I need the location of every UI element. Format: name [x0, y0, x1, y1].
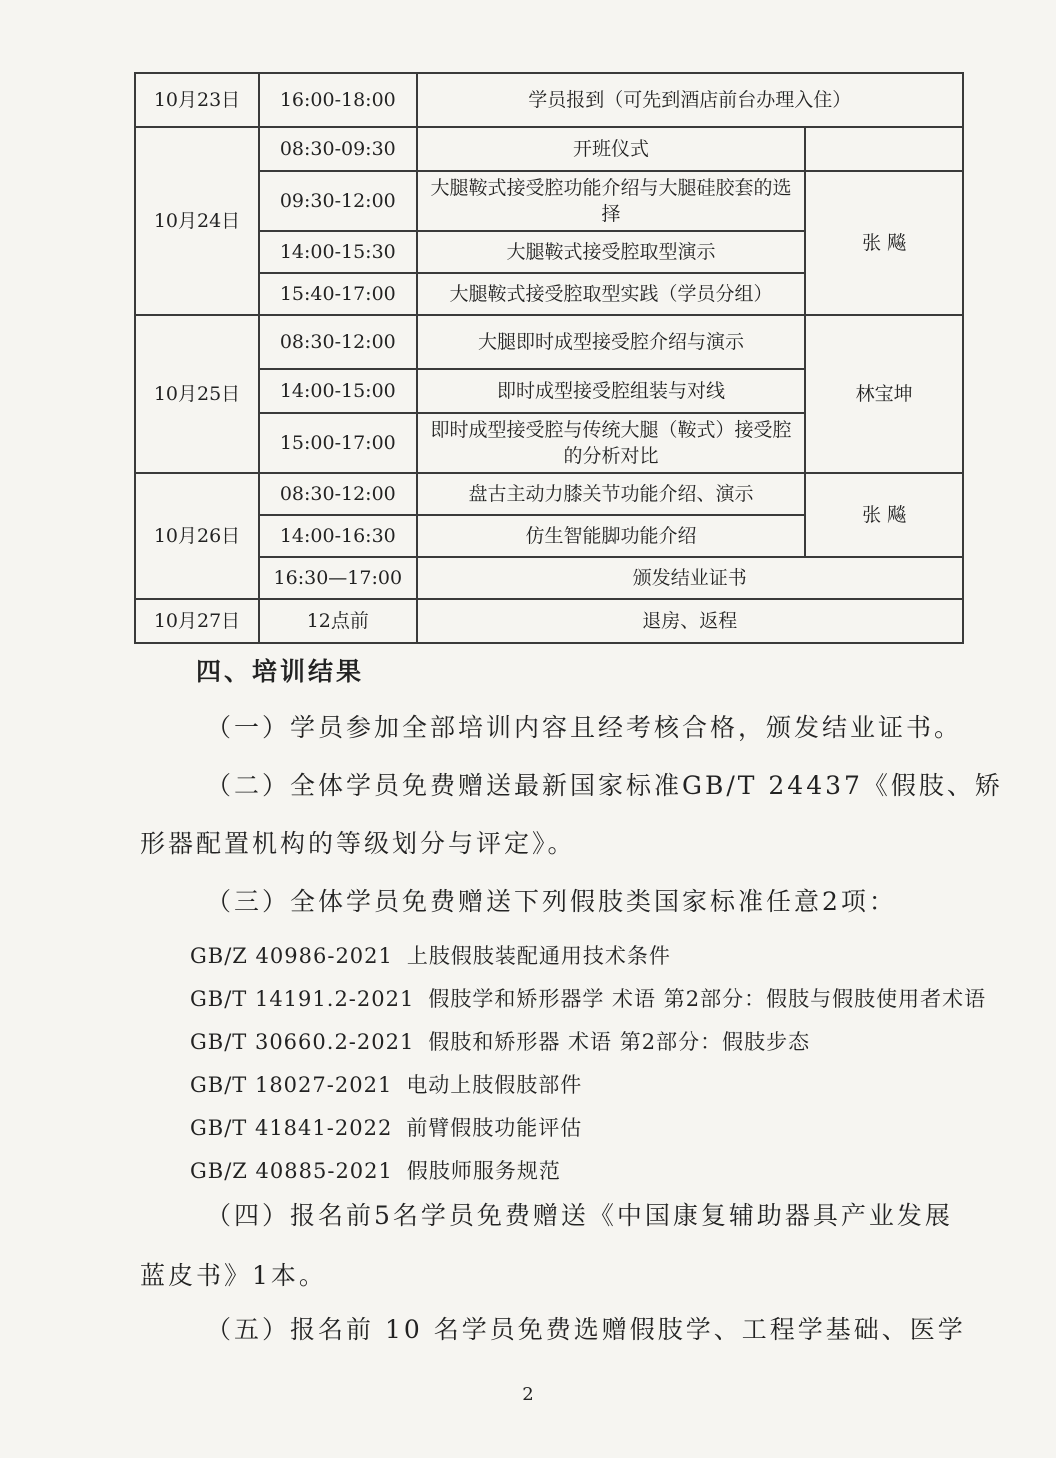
standard-item: [190, 1026, 810, 1056]
content-cell: 大腿即时成型接受腔介绍与演示: [417, 315, 806, 369]
date-cell: 10月27日: [135, 599, 259, 643]
paragraph-2-line-2: 形器配置机构的等级划分与评定》。: [140, 829, 576, 858]
table-row: [135, 557, 963, 599]
standard-code: GB/T 14191.2-2021: [190, 987, 415, 1011]
paragraph-5: （五）报名前 10 名学员免费选赠假肢学、工程学基础、医学: [206, 1315, 966, 1344]
standard-item: [190, 983, 986, 1013]
time-cell: 15:00-17:00: [259, 413, 417, 473]
content-cell: 盘古主动力膝关节功能介绍、演示: [417, 473, 806, 515]
time-cell: 16:00-18:00: [259, 73, 417, 127]
content-cell: 大腿鞍式接受腔功能介绍与大腿硅胶套的选择: [417, 171, 806, 231]
time-cell: 08:30-12:00: [259, 473, 417, 515]
standard-code: GB/Z 40986-2021: [190, 944, 393, 968]
date-cell: 10月23日: [135, 73, 259, 127]
content-cell: 开班仪式: [417, 127, 806, 171]
content-cell: 大腿鞍式接受腔取型演示: [417, 231, 806, 273]
page-number: 2: [522, 1384, 534, 1405]
date-cell: 10月24日: [135, 127, 259, 315]
time-cell: 08:30-09:30: [259, 127, 417, 171]
paragraph-4-line-2: 蓝皮书》1本。: [140, 1261, 327, 1290]
time-cell: 12点前: [259, 599, 417, 643]
teacher-cell: 张 飚: [805, 171, 963, 315]
teacher-cell: 张 飚: [805, 473, 963, 557]
content-cell: 颁发结业证书: [417, 557, 963, 599]
standard-code: GB/T 30660.2-2021: [190, 1030, 415, 1054]
time-cell: 09:30-12:00: [259, 171, 417, 231]
content-cell: 大腿鞍式接受腔取型实践（学员分组）: [417, 273, 806, 315]
teacher-cell: [805, 127, 963, 171]
standard-title: 上肢假肢装配通用技术条件: [406, 944, 671, 968]
time-cell: 14:00-15:00: [259, 369, 417, 413]
standard-code: GB/T 18027-2021: [190, 1073, 393, 1097]
content-cell: 退房、返程: [417, 599, 963, 643]
table-row: [135, 473, 963, 515]
table-row: [135, 127, 963, 171]
standard-item: [190, 940, 671, 970]
standard-code: GB/T 41841-2022: [190, 1116, 393, 1140]
time-cell: 15:40-17:00: [259, 273, 417, 315]
standard-item: [190, 1155, 561, 1185]
paragraph-2-line-1: （二）全体学员免费赠送最新国家标准GB/T 24437《假肢、矫: [206, 771, 1003, 800]
content-cell: 学员报到（可先到酒店前台办理入住）: [417, 73, 963, 127]
content-cell: 即时成型接受腔组装与对线: [417, 369, 806, 413]
paragraph-4-line-1: （四）报名前5名学员免费赠送《中国康复辅助器具产业发展: [206, 1201, 953, 1230]
paragraph-3: （三）全体学员免费赠送下列假肢类国家标准任意2项：: [206, 887, 897, 916]
standard-title: 假肢和矫形器 术语 第2部分：假肢步态: [428, 1030, 811, 1054]
standard-title: 假肢师服务规范: [406, 1159, 561, 1183]
date-cell: 10月26日: [135, 473, 259, 599]
date-cell: 10月25日: [135, 315, 259, 473]
content-cell: 仿生智能脚功能介绍: [417, 515, 806, 557]
standard-title: 前臂假肢功能评估: [406, 1116, 583, 1140]
section-heading: 四、培训结果: [196, 657, 365, 686]
table-row: [135, 599, 963, 643]
standard-title: 电动上肢假肢部件: [406, 1073, 583, 1097]
standard-item: [190, 1112, 582, 1142]
paragraph-1: （一）学员参加全部培训内容且经考核合格，颁发结业证书。: [206, 713, 963, 742]
table-row: [135, 73, 963, 127]
time-cell: 14:00-16:30: [259, 515, 417, 557]
table-row: [135, 315, 963, 369]
time-cell: 16:30—17:00: [259, 557, 417, 599]
standard-title: 假肢学和矫形器学 术语 第2部分：假肢与假肢使用者术语: [428, 987, 987, 1011]
standard-code: GB/Z 40885-2021: [190, 1159, 393, 1183]
teacher-cell: 林宝坤: [805, 315, 963, 473]
content-cell: 即时成型接受腔与传统大腿（鞍式）接受腔的分析对比: [417, 413, 806, 473]
time-cell: 08:30-12:00: [259, 315, 417, 369]
time-cell: 14:00-15:30: [259, 231, 417, 273]
table-row: [135, 171, 963, 231]
standard-item: [190, 1069, 582, 1099]
training-schedule-table: [134, 72, 964, 644]
